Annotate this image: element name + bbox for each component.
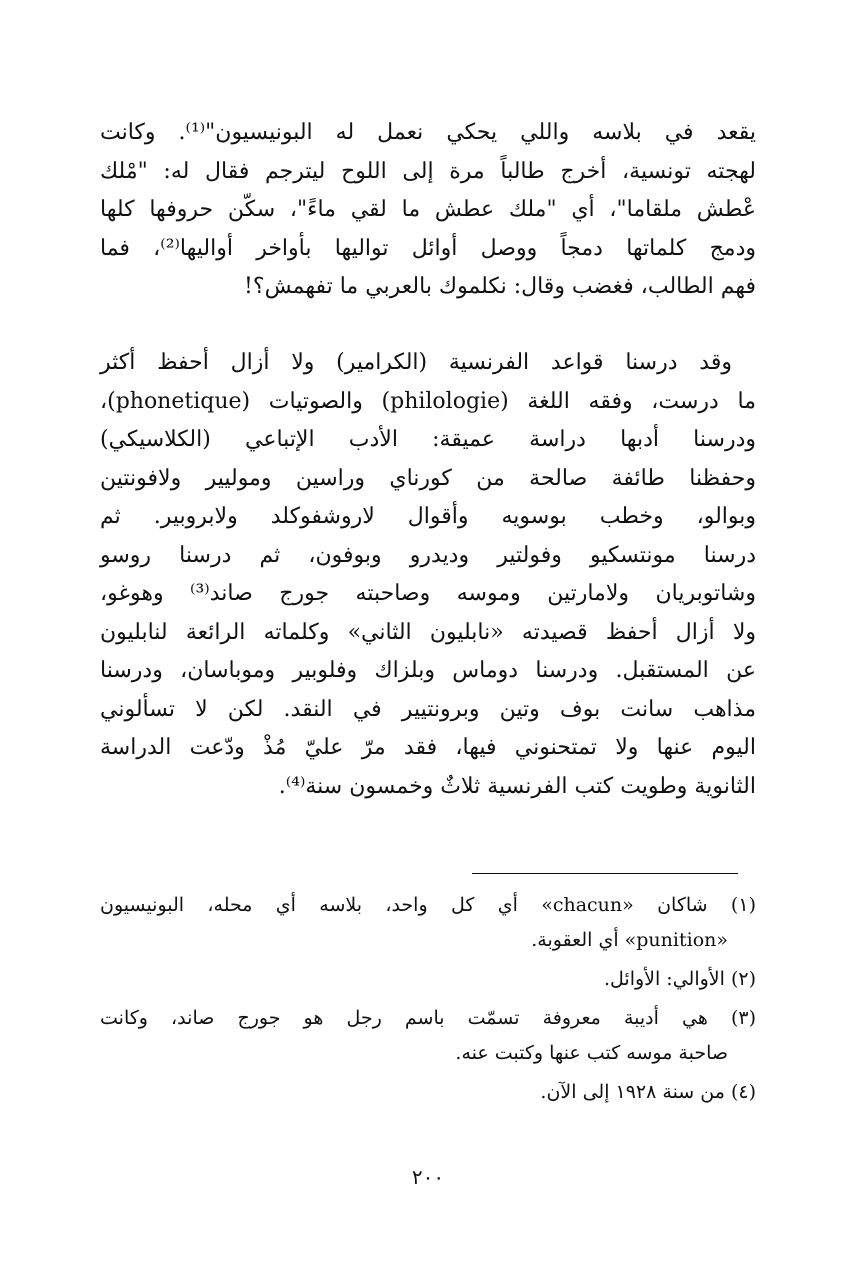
text-line: عن المستقبل. ودرسنا دوماس وبلزاك وفلوبير وموباسان، ودرسنا [100, 658, 756, 683]
body-paragraph-1 [100, 114, 756, 307]
text-line: اليوم عنها ولا تمتحنوني فيها، فقد مرّ عليّ مُذْ ودّعت الدراسة [100, 735, 756, 760]
footnote-4 [100, 1075, 756, 1110]
footnote-line: (٤) من سنة ١٩٢٨ إلى الآن. [540, 1081, 756, 1103]
text-line: وشاتوبريان ولامارتين وموسه وصاحبته جورج صاند⁽³⁾ وهوغو، [100, 581, 756, 606]
body-paragraph-2 [100, 344, 756, 806]
footnote-separator [472, 873, 738, 874]
text-line: الثانوية وطويت كتب الفرنسية ثلاثٌ وخمسون سنة⁽⁴⁾. [278, 773, 756, 799]
text-line: فهم الطالب، فغضب وقال: نكلموك بالعربي ما تفهمش؟! [244, 274, 756, 299]
page-number: ٢٠٠ [411, 1165, 445, 1189]
footnote-line: (٣) هي أديبة معروفة تسمّت باسم رجل هو جورج صاند، وكانت [100, 1007, 756, 1029]
text-line: ودمج كلماتها دمجاً ووصل أوائل تواليها بأواخر أواليها⁽²⁾، فما [100, 235, 756, 261]
text-line: ودرسنا أدبها دراسة عميقة: الأدب الإتباعي (الكلاسيكي) [100, 427, 756, 452]
text-line: عْطش ملقاما"، أي "ملك عطش ما لقي ماءً"، سكّن حروفها كلها [100, 197, 756, 222]
text-line: وقد درسنا قواعد الفرنسية (الكرامير) ولا أزال أحفظ أكثر [100, 350, 732, 375]
text-line: درسنا مونتسكيو وفولتير وديدرو وبوفون، ثم درسنا روسو [100, 542, 756, 568]
text-line: وحفظنا طائفة صالحة من كورناي وراسين وموليير ولافونتين [100, 465, 756, 491]
text-line: مذاهب سانت بوف وتين وبرونتيير في النقد. لكن لا تسألوني [100, 696, 756, 722]
footnotes [100, 888, 756, 1114]
footnote-line: «punition» أي العقوبة. [531, 929, 728, 951]
text-line: لهجته تونسية، أخرج طالباً مرة إلى اللوح ليترجم فقال له: "مْلك [100, 158, 756, 184]
text-line: ما درست، وفقه اللغة (philologie) والصوتيات (phonetique)، [100, 388, 756, 414]
text-line: ولا أزال أحفظ قصيدته «نابليون الثاني» وكلماته الرائعة لنابليون [100, 619, 756, 645]
footnote-line: (١) شاكان «chacun» أي كل واحد، بلاسه أي محله، البونيسيون [100, 894, 756, 916]
footnote-2 [100, 962, 756, 997]
footnote-line: (٢) الأوالي: الأوائل. [603, 968, 756, 990]
footnote-3 [100, 1001, 756, 1071]
footnote-line: صاحبة موسه كتب عنها وكتبت عنه. [455, 1042, 728, 1064]
text-line: يقعد في بلاسه واللي يحكي نعمل له البونيسيون"⁽¹⁾. وكانت [100, 120, 756, 145]
footnote-1 [100, 888, 756, 958]
text-line: وبوالو، وخطب بوسويه وأقوال لاروشفوكلد ولابروبير. ثم [100, 504, 756, 529]
